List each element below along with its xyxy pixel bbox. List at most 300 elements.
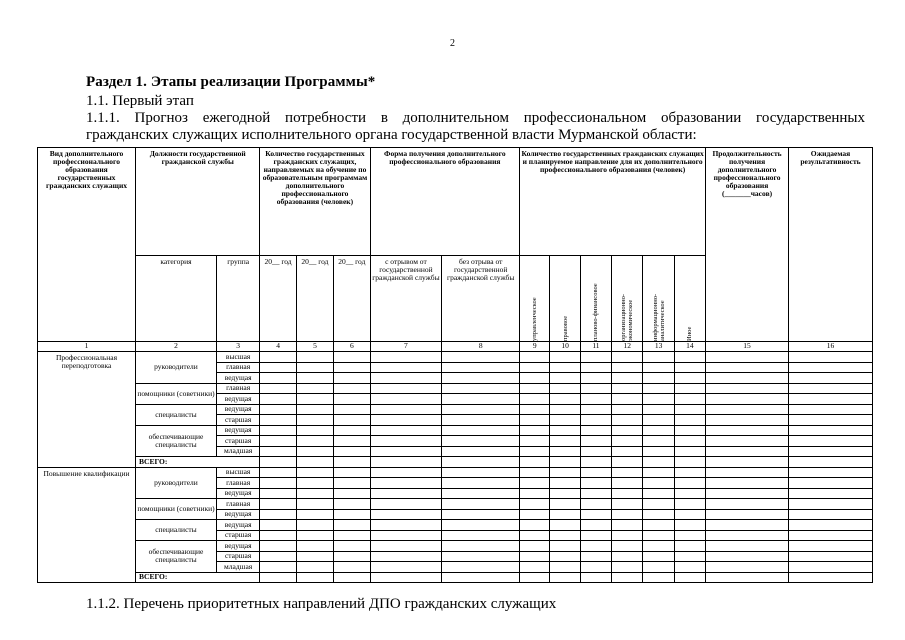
empty-cell [580, 572, 611, 583]
subheader-dir-legal-text: правовое [561, 315, 569, 341]
empty-cell [370, 373, 442, 384]
header-directions: Количество государственных гражданских служащих и планируемое направление для их дополнительного профессионального образования (человек) [520, 148, 706, 256]
empty-cell [442, 467, 520, 478]
subheader-with-leave: с отрывом от государственной гражданской службы [370, 256, 442, 342]
empty-cell [370, 415, 442, 426]
empty-cell [260, 383, 296, 394]
empty-cell [580, 562, 611, 573]
header-result: Ожидаемая результативность [788, 148, 872, 342]
header-positions: Должности государственной гражданской службы [136, 148, 260, 256]
empty-cell [370, 530, 442, 541]
empty-cell [370, 404, 442, 415]
empty-cell [370, 446, 442, 457]
empty-cell [520, 572, 550, 583]
empty-cell [334, 509, 370, 520]
empty-cell [334, 425, 370, 436]
empty-cell [442, 373, 520, 384]
empty-cell [550, 394, 580, 405]
table-row [38, 499, 873, 510]
empty-cell [260, 499, 296, 510]
empty-cell [334, 383, 370, 394]
empty-cell [442, 478, 520, 489]
empty-cell [612, 478, 643, 489]
empty-cell [550, 562, 580, 573]
header-count: Количество государственных гражданских служащих, направляемых на обучение по образовательным программам дополнительного профессионального образования (человек) [260, 148, 370, 256]
empty-cell [260, 404, 296, 415]
empty-cell [334, 457, 370, 468]
column-number: 11 [580, 342, 611, 352]
subheader-dir-financial-text: планово-финансовое [592, 283, 600, 341]
empty-cell [612, 425, 643, 436]
empty-cell [442, 530, 520, 541]
subheader-dir-other-text: Иное [686, 326, 694, 341]
empty-cell [370, 572, 442, 583]
empty-cell [260, 373, 296, 384]
column-number: 3 [216, 342, 259, 352]
empty-cell [580, 499, 611, 510]
group-level-cell: главная [216, 478, 259, 489]
empty-cell [334, 404, 370, 415]
column-number: 10 [550, 342, 580, 352]
empty-cell [520, 478, 550, 489]
empty-cell [370, 436, 442, 447]
group-level-cell: младшая [216, 562, 259, 573]
empty-cell [550, 572, 580, 583]
empty-cell [612, 572, 643, 583]
empty-cell [612, 362, 643, 373]
group-level-cell: ведущая [216, 425, 259, 436]
empty-cell [788, 509, 872, 520]
empty-cell [612, 404, 643, 415]
empty-cell [260, 541, 296, 552]
empty-cell [674, 562, 705, 573]
empty-cell [334, 562, 370, 573]
total-label: ВСЕГО: [136, 457, 260, 468]
table-row [38, 467, 873, 478]
forecast-paragraph-line1: 1.1.1. Прогноз ежегодной потребности в дополнительном профессиональном образовании государственных [86, 110, 865, 126]
empty-cell [260, 457, 296, 468]
empty-cell [706, 541, 789, 552]
forecast-paragraph-line2: гражданских служащих исполнительного органа государственной власти Мурманской области: [86, 127, 697, 143]
empty-cell [442, 520, 520, 531]
empty-cell [442, 394, 520, 405]
empty-cell [296, 383, 333, 394]
empty-cell [370, 541, 442, 552]
empty-cell [550, 404, 580, 415]
column-number-row [38, 342, 873, 352]
empty-cell [643, 436, 674, 447]
subheader-dir-legal [550, 256, 580, 342]
empty-cell [334, 478, 370, 489]
empty-cell [296, 562, 333, 573]
category-cell: обеспечивающие специалисты [136, 541, 217, 573]
empty-cell [370, 499, 442, 510]
empty-cell [643, 530, 674, 541]
empty-cell [788, 394, 872, 405]
empty-cell [643, 394, 674, 405]
empty-cell [296, 530, 333, 541]
empty-cell [580, 362, 611, 373]
empty-cell [643, 551, 674, 562]
empty-cell [442, 362, 520, 373]
empty-cell [334, 394, 370, 405]
empty-cell [550, 520, 580, 531]
category-cell: помощники (советники) [136, 499, 217, 520]
empty-cell [334, 373, 370, 384]
empty-cell [260, 478, 296, 489]
priority-title: 1.1.2. Перечень приоритетных направлений ДПО гражданских служащих [86, 596, 557, 612]
empty-cell [706, 478, 789, 489]
header-duration-hours: (_______часов) [721, 189, 773, 198]
empty-cell [643, 352, 674, 363]
empty-cell [788, 446, 872, 457]
total-label: ВСЕГО: [136, 572, 260, 583]
empty-cell [334, 572, 370, 583]
empty-cell [788, 572, 872, 583]
empty-cell [674, 362, 705, 373]
column-number: 14 [674, 342, 705, 352]
empty-cell [580, 436, 611, 447]
empty-cell [296, 404, 333, 415]
empty-cell [706, 499, 789, 510]
empty-cell [580, 394, 611, 405]
stage-title: 1.1. Первый этап [86, 93, 194, 109]
empty-cell [674, 509, 705, 520]
subheader-dir-management [520, 256, 550, 342]
empty-cell [260, 436, 296, 447]
empty-cell [370, 425, 442, 436]
empty-cell [296, 499, 333, 510]
empty-cell [706, 446, 789, 457]
empty-cell [612, 562, 643, 573]
empty-cell [550, 478, 580, 489]
empty-cell [370, 520, 442, 531]
empty-cell [296, 541, 333, 552]
empty-cell [520, 488, 550, 499]
empty-cell [580, 541, 611, 552]
section-title: Раздел 1. Этапы реализации Программы* [86, 74, 376, 90]
empty-cell [788, 551, 872, 562]
empty-cell [612, 488, 643, 499]
empty-cell [674, 436, 705, 447]
empty-cell [643, 446, 674, 457]
empty-cell [674, 415, 705, 426]
empty-cell [674, 425, 705, 436]
empty-cell [296, 394, 333, 405]
group-level-cell: старшая [216, 551, 259, 562]
table-row [38, 520, 873, 531]
empty-cell [706, 562, 789, 573]
empty-cell [520, 520, 550, 531]
empty-cell [580, 551, 611, 562]
subheader-dir-economic [612, 256, 643, 342]
empty-cell [643, 541, 674, 552]
empty-cell [260, 530, 296, 541]
empty-cell [334, 467, 370, 478]
empty-cell [643, 415, 674, 426]
empty-cell [580, 373, 611, 384]
empty-cell [550, 467, 580, 478]
empty-cell [296, 436, 333, 447]
table-row [38, 383, 873, 394]
empty-cell [706, 373, 789, 384]
empty-cell [788, 478, 872, 489]
empty-cell [674, 478, 705, 489]
empty-cell [334, 436, 370, 447]
empty-cell [706, 394, 789, 405]
empty-cell [334, 362, 370, 373]
empty-cell [334, 541, 370, 552]
empty-cell [260, 425, 296, 436]
empty-cell [442, 572, 520, 583]
empty-cell [788, 520, 872, 531]
empty-cell [520, 383, 550, 394]
group-level-cell: младшая [216, 446, 259, 457]
empty-cell [580, 404, 611, 415]
empty-cell [520, 551, 550, 562]
empty-cell [520, 425, 550, 436]
empty-cell [370, 562, 442, 573]
category-cell: специалисты [136, 404, 217, 425]
education-type-cell: Профессиональная переподготовка [38, 352, 136, 468]
empty-cell [580, 425, 611, 436]
empty-cell [520, 373, 550, 384]
empty-cell [788, 383, 872, 394]
empty-cell [370, 467, 442, 478]
group-level-cell: высшая [216, 467, 259, 478]
total-row [38, 457, 873, 468]
empty-cell [643, 383, 674, 394]
empty-cell [370, 394, 442, 405]
empty-cell [296, 572, 333, 583]
empty-cell [520, 415, 550, 426]
empty-cell [612, 551, 643, 562]
empty-cell [442, 488, 520, 499]
empty-cell [674, 499, 705, 510]
empty-cell [612, 446, 643, 457]
empty-cell [260, 562, 296, 573]
column-number: 1 [38, 342, 136, 352]
empty-cell [674, 457, 705, 468]
empty-cell [674, 572, 705, 583]
empty-cell [643, 520, 674, 531]
empty-cell [706, 436, 789, 447]
empty-cell [550, 436, 580, 447]
subheader-dir-economic-text: организационно-экономическое [620, 293, 635, 341]
empty-cell [520, 404, 550, 415]
group-level-cell: ведущая [216, 509, 259, 520]
empty-cell [580, 509, 611, 520]
total-row [38, 572, 873, 583]
empty-cell [260, 362, 296, 373]
empty-cell [788, 373, 872, 384]
subheader-dir-management-text: управленческое [531, 297, 539, 341]
group-level-cell: ведущая [216, 541, 259, 552]
empty-cell [260, 551, 296, 562]
empty-cell [674, 551, 705, 562]
empty-cell [674, 383, 705, 394]
empty-cell [296, 488, 333, 499]
empty-cell [442, 457, 520, 468]
empty-cell [260, 520, 296, 531]
empty-cell [788, 562, 872, 573]
empty-cell [580, 467, 611, 478]
header-form: Форма получения дополнительного профессионального образования [370, 148, 520, 256]
subheader-dir-analytic [643, 256, 674, 342]
empty-cell [520, 530, 550, 541]
empty-cell [370, 551, 442, 562]
group-level-cell: старшая [216, 415, 259, 426]
empty-cell [550, 509, 580, 520]
column-number: 15 [706, 342, 789, 352]
empty-cell [442, 499, 520, 510]
empty-cell [260, 488, 296, 499]
table-row [38, 404, 873, 415]
empty-cell [643, 509, 674, 520]
empty-cell [520, 436, 550, 447]
category-cell: руководители [136, 467, 217, 499]
empty-cell [370, 362, 442, 373]
group-level-cell: ведущая [216, 394, 259, 405]
empty-cell [550, 530, 580, 541]
empty-cell [260, 509, 296, 520]
empty-cell [550, 383, 580, 394]
empty-cell [674, 488, 705, 499]
column-number: 13 [643, 342, 674, 352]
empty-cell [674, 404, 705, 415]
empty-cell [643, 467, 674, 478]
empty-cell [674, 352, 705, 363]
empty-cell [706, 551, 789, 562]
empty-cell [520, 499, 550, 510]
empty-cell [520, 467, 550, 478]
empty-cell [674, 467, 705, 478]
empty-cell [706, 425, 789, 436]
empty-cell [296, 551, 333, 562]
subheader-category: категория [136, 256, 217, 342]
group-level-cell: ведущая [216, 488, 259, 499]
empty-cell [612, 415, 643, 426]
empty-cell [580, 478, 611, 489]
empty-cell [296, 509, 333, 520]
group-level-cell: главная [216, 383, 259, 394]
empty-cell [643, 488, 674, 499]
column-number: 12 [612, 342, 643, 352]
empty-cell [334, 520, 370, 531]
empty-cell [788, 425, 872, 436]
empty-cell [296, 352, 333, 363]
group-level-cell: старшая [216, 530, 259, 541]
column-number: 2 [136, 342, 217, 352]
empty-cell [296, 362, 333, 373]
empty-cell [334, 551, 370, 562]
empty-cell [334, 352, 370, 363]
empty-cell [370, 509, 442, 520]
empty-cell [612, 457, 643, 468]
empty-cell [643, 562, 674, 573]
empty-cell [442, 404, 520, 415]
empty-cell [706, 488, 789, 499]
empty-cell [550, 488, 580, 499]
empty-cell [612, 394, 643, 405]
empty-cell [580, 457, 611, 468]
empty-cell [370, 352, 442, 363]
column-number: 16 [788, 342, 872, 352]
empty-cell [550, 373, 580, 384]
subheader-year1: 20__ год [260, 256, 296, 342]
empty-cell [260, 415, 296, 426]
empty-cell [296, 415, 333, 426]
empty-cell [550, 551, 580, 562]
column-number: 5 [296, 342, 333, 352]
subheader-dir-financial [580, 256, 611, 342]
empty-cell [643, 362, 674, 373]
empty-cell [612, 530, 643, 541]
empty-cell [580, 446, 611, 457]
empty-cell [370, 478, 442, 489]
empty-cell [442, 436, 520, 447]
empty-cell [550, 541, 580, 552]
empty-cell [296, 520, 333, 531]
empty-cell [370, 488, 442, 499]
empty-cell [442, 415, 520, 426]
empty-cell [580, 530, 611, 541]
empty-cell [612, 436, 643, 447]
empty-cell [706, 352, 789, 363]
empty-cell [442, 352, 520, 363]
empty-cell [550, 352, 580, 363]
empty-cell [674, 373, 705, 384]
empty-cell [643, 373, 674, 384]
empty-cell [580, 415, 611, 426]
table-row [38, 352, 873, 363]
group-level-cell: ведущая [216, 520, 259, 531]
empty-cell [334, 446, 370, 457]
empty-cell [334, 415, 370, 426]
empty-cell [442, 541, 520, 552]
table-body [38, 352, 873, 583]
empty-cell [788, 541, 872, 552]
column-number: 4 [260, 342, 296, 352]
empty-cell [580, 383, 611, 394]
empty-cell [296, 373, 333, 384]
empty-cell [260, 572, 296, 583]
empty-cell [260, 446, 296, 457]
subheader-year3: 20__ год [334, 256, 370, 342]
group-level-cell: ведущая [216, 404, 259, 415]
empty-cell [550, 499, 580, 510]
subheader-year2: 20__ год [296, 256, 333, 342]
empty-cell [706, 530, 789, 541]
empty-cell [788, 362, 872, 373]
empty-cell [674, 530, 705, 541]
column-number: 7 [370, 342, 442, 352]
empty-cell [520, 562, 550, 573]
empty-cell [550, 362, 580, 373]
empty-cell [442, 383, 520, 394]
empty-cell [706, 457, 789, 468]
empty-cell [580, 520, 611, 531]
empty-cell [643, 404, 674, 415]
empty-cell [550, 425, 580, 436]
empty-cell [550, 457, 580, 468]
empty-cell [520, 541, 550, 552]
empty-cell [580, 488, 611, 499]
empty-cell [706, 572, 789, 583]
empty-cell [550, 446, 580, 457]
empty-cell [788, 499, 872, 510]
empty-cell [550, 415, 580, 426]
